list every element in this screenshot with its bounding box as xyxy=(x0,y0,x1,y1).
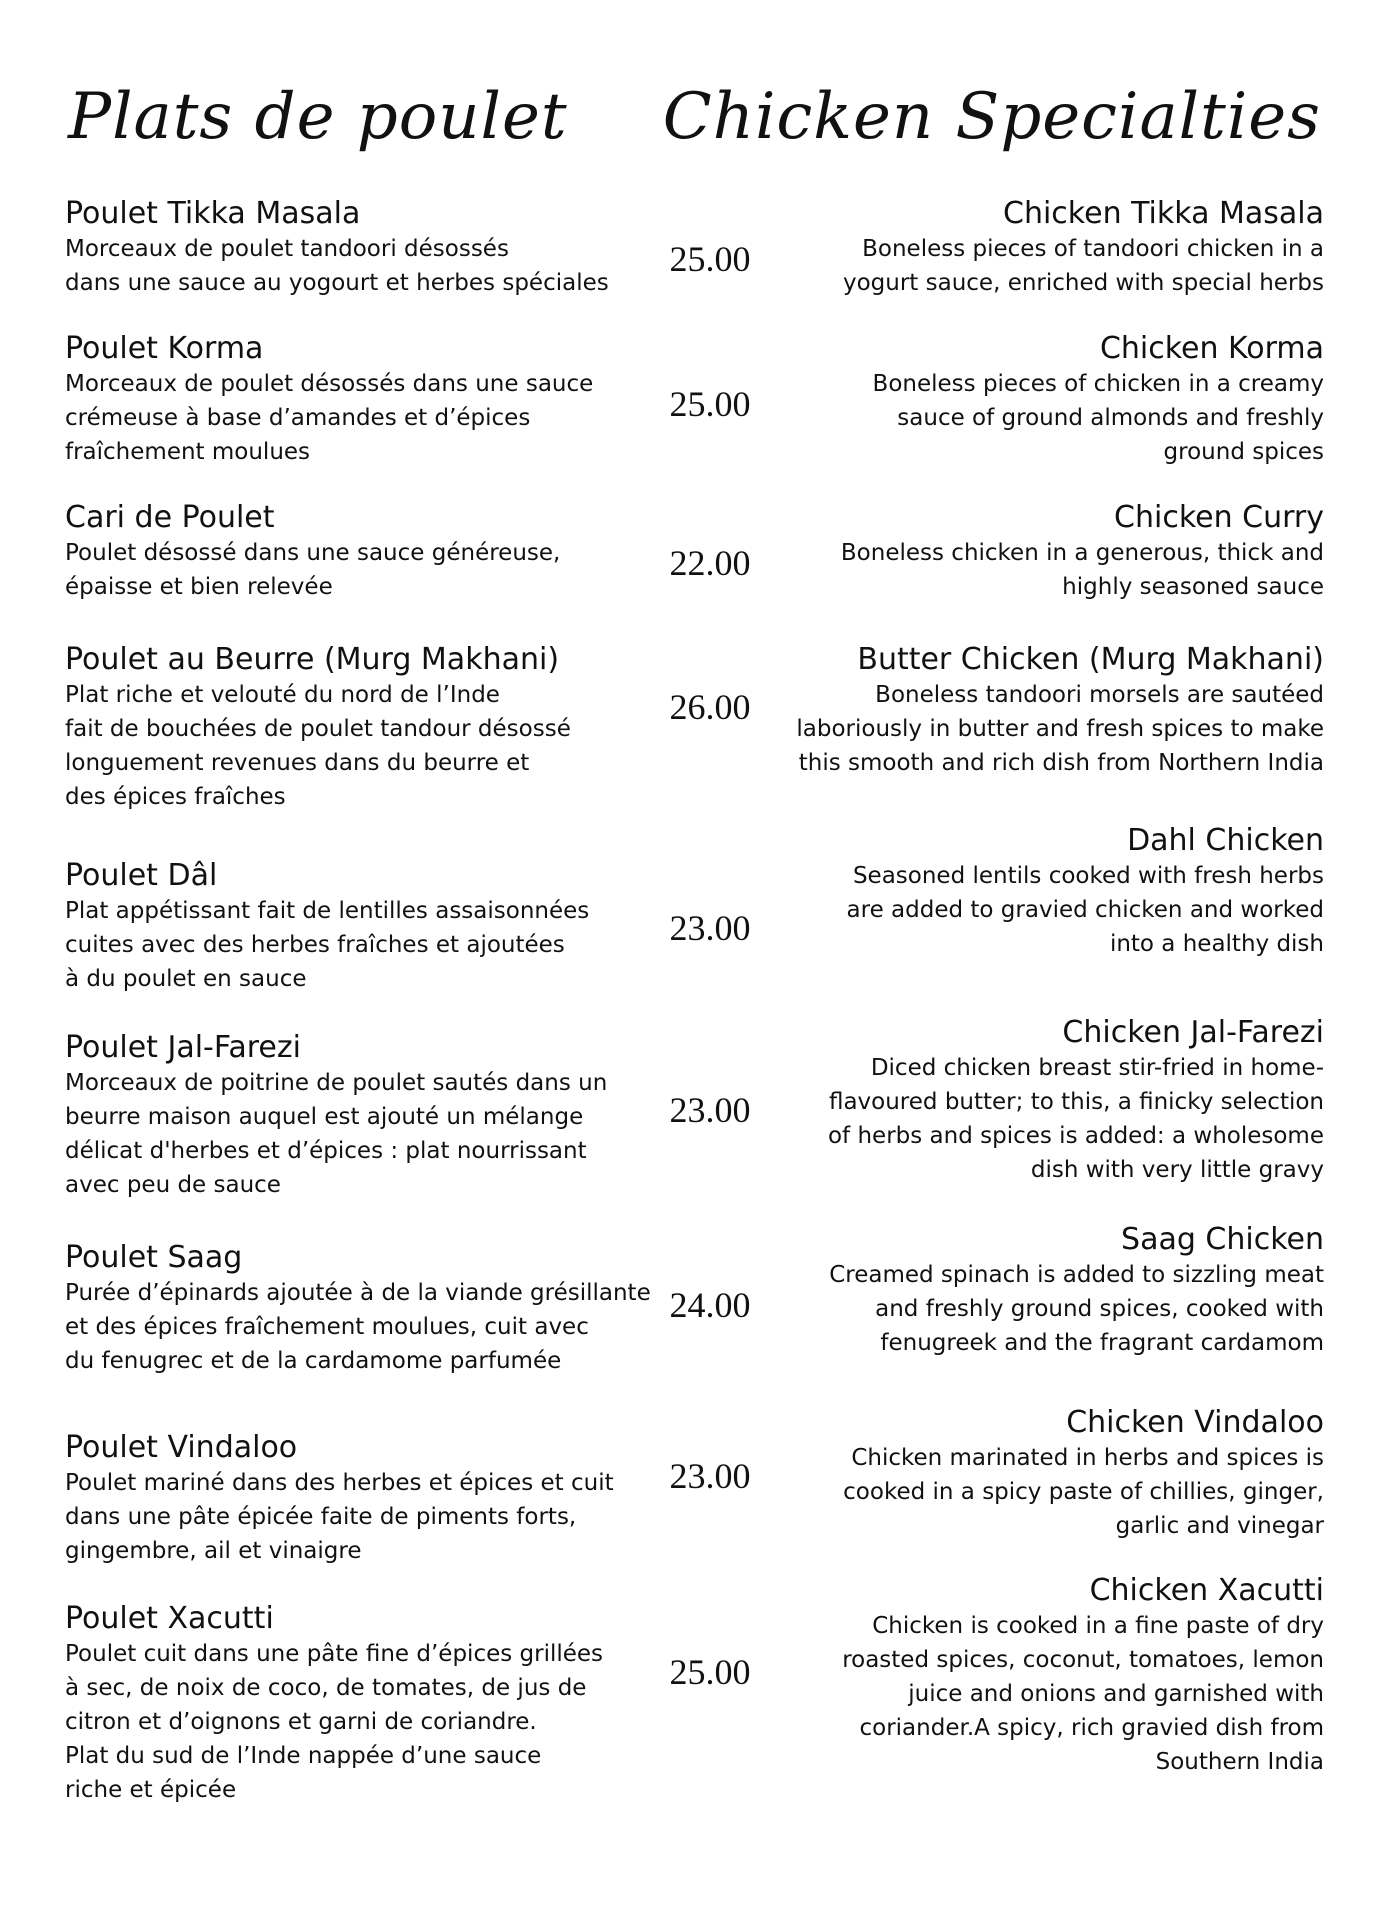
english-column xyxy=(764,500,1324,604)
item-desc-fr-line: Plat riche et velouté du nord de l’Inde xyxy=(65,682,500,708)
french-column xyxy=(65,1430,665,1568)
item-name-en: Butter Chicken (Murg Makhani) xyxy=(857,642,1324,677)
french-column xyxy=(65,500,665,604)
item-desc-en-line: Diced chicken breast stir-fried in home- xyxy=(870,1055,1324,1081)
item-price: 25.00 xyxy=(669,239,751,279)
item-desc-fr-line: et des épices fraîchement moulues, cuit avec xyxy=(65,1314,589,1340)
item-desc-fr-line: Plat du sud de l’Inde nappée d’une sauce xyxy=(65,1743,542,1769)
french-column xyxy=(65,196,665,300)
item-desc-fr-line: dans une sauce au yogourt et herbes spéciales xyxy=(65,270,609,296)
item-desc-en-line: Boneless pieces of tandoori chicken in a xyxy=(862,236,1324,262)
item-desc-en-line: Boneless tandoori morsels are sautéed xyxy=(875,682,1324,708)
item-desc-fr-line: du fenugrec et de la cardamome parfumée xyxy=(65,1348,562,1374)
item-name-fr: Poulet Korma xyxy=(65,331,264,366)
item-desc-fr-line: avec peu de sauce xyxy=(65,1172,281,1198)
item-desc-fr-line: Plat appétissant fait de lentilles assaisonnées xyxy=(65,898,590,924)
item-name-en: Chicken Xacutti xyxy=(1089,1573,1324,1608)
item-desc-en-line: dish with very little gravy xyxy=(1030,1157,1324,1183)
item-desc-en-line: ground spices xyxy=(1163,439,1324,465)
item-name-fr: Poulet au Beurre (Murg Makhani) xyxy=(65,642,560,677)
item-name-en: Dahl Chicken xyxy=(1127,823,1324,858)
item-desc-en-line: of herbs and spices is added: a wholesome xyxy=(827,1123,1324,1149)
english-column xyxy=(764,823,1324,961)
item-desc-fr-line: dans une pâte épicée faite de piments forts, xyxy=(65,1504,577,1530)
item-desc-en-line: Chicken is cooked in a fine paste of dry xyxy=(872,1613,1324,1639)
item-desc-en-line: fenugreek and the fragrant cardamom xyxy=(880,1330,1324,1356)
item-desc-fr-line: épaisse et bien relevée xyxy=(65,574,333,600)
item-desc-en-line: Boneless chicken in a generous, thick and xyxy=(840,540,1324,566)
item-price: 23.00 xyxy=(669,1090,751,1130)
item-desc-en-line: sauce of ground almonds and freshly xyxy=(897,405,1324,431)
item-name-en: Chicken Vindaloo xyxy=(1066,1405,1324,1440)
item-desc-fr-line: Morceaux de poulet désossés dans une sauce xyxy=(65,371,594,397)
item-name-en: Saag Chicken xyxy=(1121,1222,1324,1257)
item-name-fr: Poulet Jal-Farezi xyxy=(65,1030,301,1065)
item-desc-en-line: and freshly ground spices, cooked with xyxy=(875,1296,1324,1322)
item-name-fr: Poulet Tikka Masala xyxy=(65,196,361,231)
item-desc-fr-line: à du poulet en sauce xyxy=(65,966,307,992)
item-desc-fr-line: Poulet mariné dans des herbes et épices et cuit xyxy=(65,1470,614,1496)
item-price: 25.00 xyxy=(669,384,751,424)
item-price: 26.00 xyxy=(669,687,751,727)
item-desc-en-line: this smooth and rich dish from Northern India xyxy=(798,750,1324,776)
french-column xyxy=(65,331,665,469)
item-desc-en-line: are added to gravied chicken and worked xyxy=(846,897,1324,923)
item-desc-en-line: coriander.A spicy, rich gravied dish from xyxy=(859,1715,1324,1741)
french-column xyxy=(65,1030,665,1202)
item-desc-fr-line: Poulet cuit dans une pâte fine d’épices grillées xyxy=(65,1641,604,1667)
item-desc-fr-line: Morceaux de poitrine de poulet sautés dans un xyxy=(65,1070,608,1096)
english-column xyxy=(764,1222,1324,1360)
item-desc-fr-line: des épices fraîches xyxy=(65,784,286,810)
item-name-en: Chicken Jal-Farezi xyxy=(1062,1015,1324,1050)
item-desc-fr-line: longuement revenues dans du beurre et xyxy=(65,750,530,776)
french-column xyxy=(65,858,665,996)
english-column xyxy=(764,1405,1324,1543)
english-column xyxy=(764,1015,1324,1187)
item-desc-fr-line: citron et d’oignons et garni de coriandre. xyxy=(65,1709,537,1735)
english-column xyxy=(764,196,1324,300)
french-column xyxy=(65,1601,665,1807)
item-desc-en-line: roasted spices, coconut, tomatoes, lemon xyxy=(842,1647,1324,1673)
item-desc-en-line: Seasoned lentils cooked with fresh herbs xyxy=(852,863,1324,889)
item-desc-fr-line: crémeuse à base d’amandes et d’épices xyxy=(65,405,531,431)
item-desc-en-line: cooked in a spicy paste of chillies, ginger, xyxy=(843,1479,1324,1505)
item-name-fr: Poulet Vindaloo xyxy=(65,1430,298,1465)
item-name-fr: Poulet Xacutti xyxy=(65,1601,274,1636)
french-column xyxy=(65,1240,665,1378)
item-name-en: Chicken Curry xyxy=(1114,500,1324,535)
item-name-fr: Poulet Saag xyxy=(65,1240,243,1275)
english-column xyxy=(764,331,1324,469)
item-desc-fr-line: Morceaux de poulet tandoori désossés xyxy=(65,236,509,262)
item-price: 23.00 xyxy=(669,908,751,948)
item-desc-fr-line: Purée d’épinards ajoutée à de la viande grésillante xyxy=(65,1280,651,1306)
item-desc-en-line: Southern India xyxy=(1155,1749,1324,1775)
item-desc-fr-line: fait de bouchées de poulet tandour désossé xyxy=(65,716,571,742)
item-desc-en-line: flavoured butter; to this, a finicky selection xyxy=(828,1089,1324,1115)
item-desc-fr-line: délicat d'herbes et d’épices : plat nourrissant xyxy=(65,1138,587,1164)
item-desc-en-line: yogurt sauce, enriched with special herbs xyxy=(842,270,1324,296)
item-price: 23.00 xyxy=(669,1456,751,1496)
item-price: 22.00 xyxy=(669,543,751,583)
item-desc-en-line: garlic and vinegar xyxy=(1115,1513,1324,1539)
item-desc-en-line: Creamed spinach is added to sizzling meat xyxy=(829,1262,1324,1288)
item-desc-fr-line: beurre maison auquel est ajouté un mélange xyxy=(65,1104,584,1130)
item-desc-fr-line: cuites avec des herbes fraîches et ajoutées xyxy=(65,932,565,958)
item-desc-en-line: Boneless pieces of chicken in a creamy xyxy=(872,371,1324,397)
item-name-fr: Cari de Poulet xyxy=(65,500,275,535)
french-column xyxy=(65,642,665,814)
english-column xyxy=(764,1573,1324,1779)
item-desc-en-line: highly seasoned sauce xyxy=(1062,574,1324,600)
item-name-fr: Poulet Dâl xyxy=(65,858,218,893)
item-desc-fr-line: gingembre, ail et vinaigre xyxy=(65,1538,362,1564)
page-title-fr: Plats de poulet xyxy=(68,80,568,154)
item-price: 25.00 xyxy=(669,1652,751,1692)
item-desc-en-line: laboriously in butter and fresh spices to make xyxy=(796,716,1324,742)
item-desc-en-line: Chicken marinated in herbs and spices is xyxy=(851,1445,1324,1471)
item-desc-fr-line: fraîchement moulues xyxy=(65,439,311,465)
item-name-en: Chicken Korma xyxy=(1099,331,1324,366)
english-column xyxy=(764,642,1324,780)
item-desc-fr-line: Poulet désossé dans une sauce généreuse, xyxy=(65,540,561,566)
item-price: 24.00 xyxy=(669,1285,751,1325)
item-name-en: Chicken Tikka Masala xyxy=(1003,196,1324,231)
item-desc-fr-line: à sec, de noix de coco, de tomates, de jus de xyxy=(65,1675,587,1701)
item-desc-en-line: into a healthy dish xyxy=(1109,931,1324,957)
page-title-en: Chicken Specialties xyxy=(662,80,1321,154)
item-desc-en-line: juice and onions and garnished with xyxy=(908,1681,1324,1707)
item-desc-fr-line: riche et épicée xyxy=(65,1777,237,1803)
